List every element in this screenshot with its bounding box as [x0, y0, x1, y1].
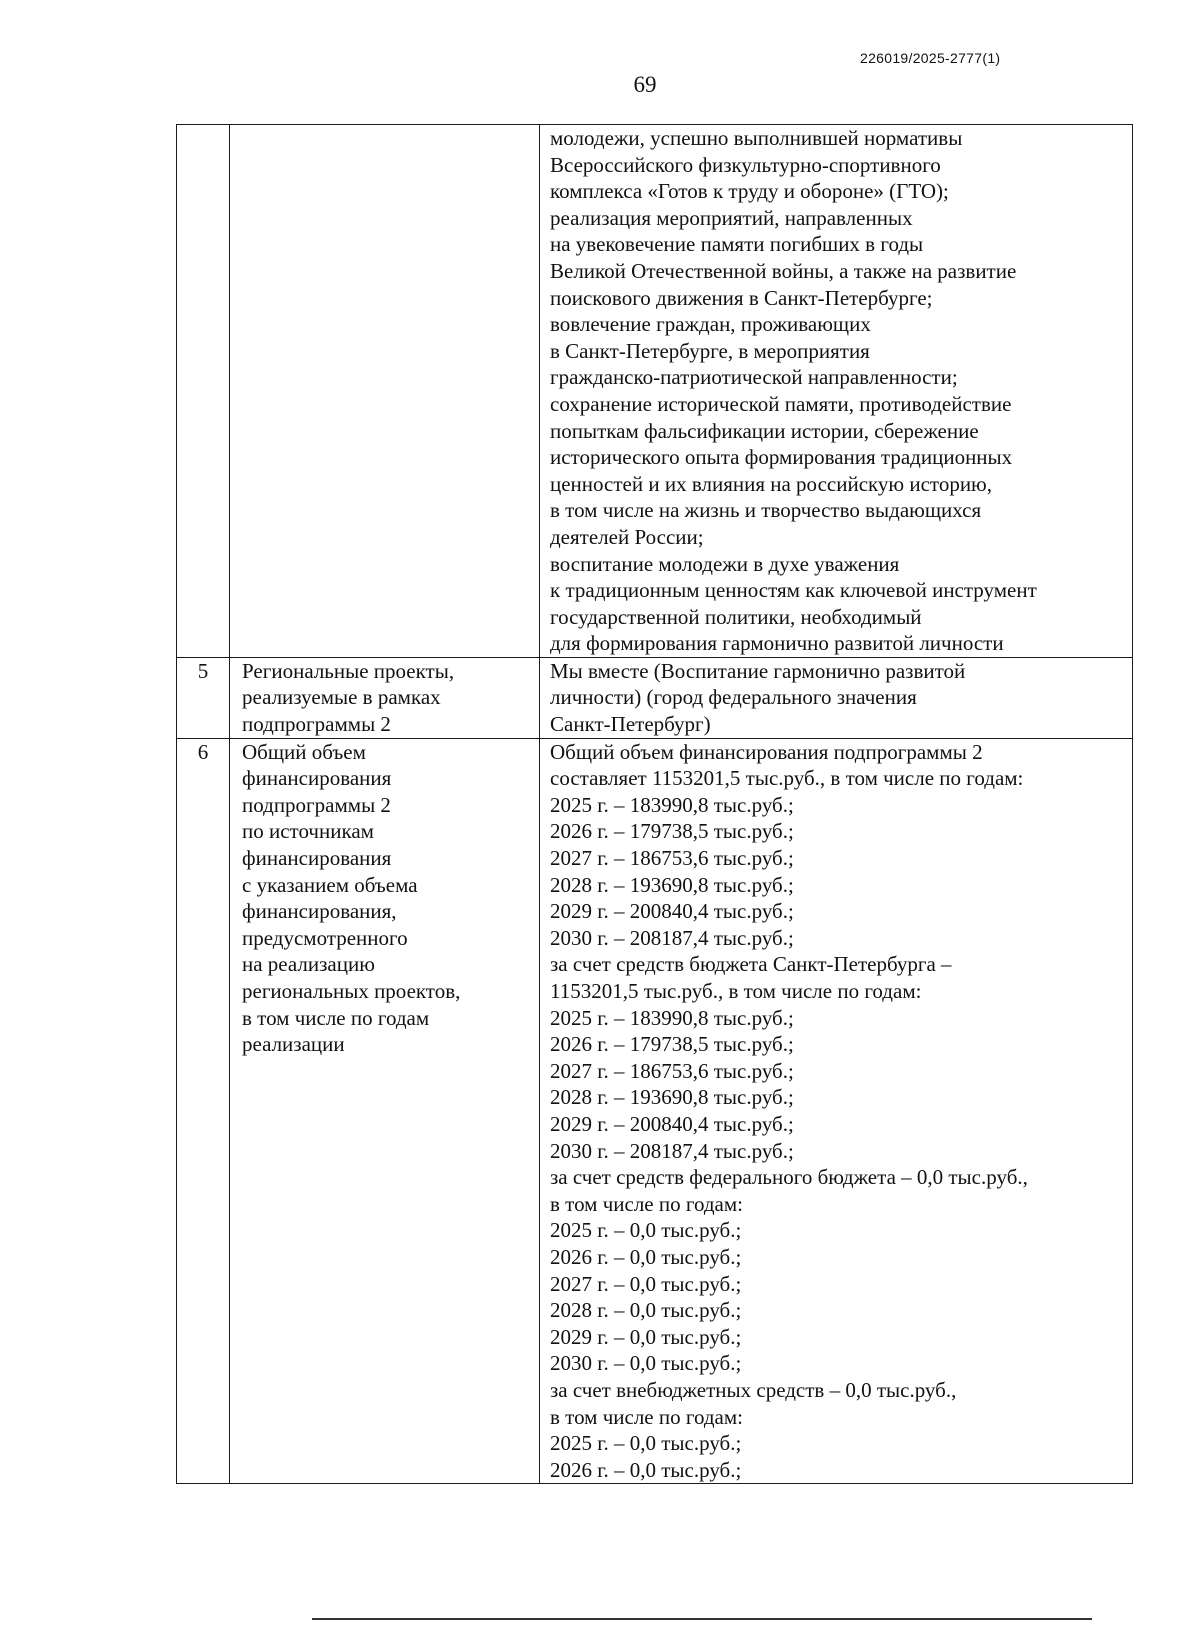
name-line: с указанием объема [242, 872, 418, 897]
description-line: 2028 г. – 193690,8 тыс.руб.; [550, 872, 794, 897]
description-line: 2025 г. – 183990,8 тыс.руб.; [550, 1005, 794, 1030]
description-line: государственной политики, необходимый [550, 604, 922, 629]
description-line: 2029 г. – 0,0 тыс.руб.; [550, 1324, 742, 1349]
row-number-cell [177, 125, 230, 658]
description-line: молодежи, успешно выполнившей нормативы [550, 126, 963, 150]
program-table [176, 124, 1133, 1484]
row-number-cell: 5 [177, 657, 230, 738]
description-line: для формирования гармонично развитой личности [550, 631, 1004, 656]
description-line: в том числе по годам: [550, 1191, 743, 1216]
row-number-cell: 6 [177, 738, 230, 1484]
description-line: попыткам фальсификации истории, сбережение [550, 418, 979, 443]
row-description-cell [540, 738, 1133, 1484]
description-line: вовлечение граждан, проживающих [550, 312, 871, 337]
row-description-cell [540, 125, 1133, 658]
description-line: воспитание молодежи в духе уважения [550, 551, 900, 576]
description-line: деятелей России; [550, 524, 704, 549]
table-row [177, 738, 1133, 1484]
name-line: Общий объем [242, 739, 366, 764]
description-line: 2025 г. – 0,0 тыс.руб.; [550, 1431, 742, 1456]
name-line: реализуемые в рамках [242, 685, 441, 710]
description-line: Санкт-Петербург) [550, 712, 711, 737]
name-line: региональных проектов, [242, 979, 461, 1003]
description-line: Общий объем финансирования подпрограммы 2 [550, 739, 983, 764]
row-description-cell [540, 657, 1133, 738]
description-line: 2028 г. – 0,0 тыс.руб.; [550, 1298, 742, 1323]
table-row [177, 657, 1133, 738]
description-line: 2028 г. – 193690,8 тыс.руб.; [550, 1085, 794, 1110]
description-line: реализация мероприятий, направленных [550, 205, 913, 230]
name-line: подпрограммы 2 [242, 792, 391, 817]
name-line: подпрограммы 2 [242, 712, 391, 737]
description-line: за счет средств бюджета Санкт-Петербурга – [550, 952, 952, 977]
name-line: по источникам [242, 819, 374, 844]
page-number: 69 [633, 72, 657, 97]
bottom-rule [312, 1618, 1092, 1620]
name-line: на реализацию [242, 952, 375, 977]
description-line: поискового движения в Санкт-Петербурге; [550, 285, 933, 310]
name-line: финансирования, [242, 899, 397, 924]
name-line: в том числе по годам [242, 1005, 430, 1030]
description-line: 2025 г. – 183990,8 тыс.руб.; [550, 792, 794, 817]
description-line: комплекса «Готов к труду и обороне» (ГТО); [550, 179, 949, 204]
description-line: личности) (город федерального значения [550, 685, 917, 710]
description-line: на увековечение памяти погибших в годы [550, 232, 924, 257]
description-line: 2030 г. – 208187,4 тыс.руб.; [550, 925, 794, 950]
description-line: ценностей и их влияния на российскую историю, [550, 471, 992, 496]
table-row [177, 125, 1133, 658]
name-line: финансирования [242, 846, 392, 871]
name-line: реализации [242, 1032, 345, 1057]
row-name-cell [230, 125, 540, 658]
description-line: 2026 г. – 0,0 тыс.руб.; [550, 1457, 742, 1482]
document-id: 226019/2025-2777(1) [860, 50, 1001, 66]
description-line: сохранение исторической памяти, противодействие [550, 391, 1012, 416]
description-line: исторического опыта формирования традиционных [550, 445, 1013, 470]
description-line: гражданско-патриотической направленности; [550, 365, 958, 390]
description-line: 2026 г. – 179738,5 тыс.руб.; [550, 819, 794, 844]
description-line: Всероссийского физкультурно-спортивного [550, 152, 941, 177]
row-name-cell [230, 657, 540, 738]
description-line: в том числе по годам: [550, 1404, 743, 1429]
description-line: 1153201,5 тыс.руб., в том числе по годам: [550, 979, 922, 1003]
table-body [177, 125, 1133, 1484]
name-line: Региональные проекты, [242, 658, 455, 683]
description-line: за счет средств федерального бюджета – 0,0 тыс.руб., [550, 1165, 1028, 1190]
description-line: 2030 г. – 208187,4 тыс.руб.; [550, 1138, 794, 1163]
description-line: 2027 г. – 186753,6 тыс.руб.; [550, 846, 794, 871]
description-line: 2025 г. – 0,0 тыс.руб.; [550, 1218, 742, 1243]
description-line: 2027 г. – 0,0 тыс.руб.; [550, 1271, 742, 1296]
description-line: в том числе на жизнь и творчество выдающихся [550, 498, 982, 523]
row-name-cell [230, 738, 540, 1484]
description-line: 2026 г. – 0,0 тыс.руб.; [550, 1244, 742, 1269]
name-line: предусмотренного [242, 925, 408, 950]
description-line: в Санкт-Петербурге, в мероприятия [550, 338, 870, 363]
description-line: 2030 г. – 0,0 тыс.руб.; [550, 1351, 742, 1376]
description-line: Мы вместе (Воспитание гармонично развитой [550, 658, 966, 683]
description-line: 2029 г. – 200840,4 тыс.руб.; [550, 1111, 794, 1136]
description-line: составляет 1153201,5 тыс.руб., в том числе по годам: [550, 766, 1024, 791]
description-line: 2027 г. – 186753,6 тыс.руб.; [550, 1058, 794, 1083]
description-line: Великой Отечественной войны, а также на развитие [550, 258, 1017, 283]
name-line: финансирования [242, 766, 392, 791]
description-line: за счет внебюджетных средств – 0,0 тыс.руб., [550, 1377, 957, 1402]
description-line: к традиционным ценностям как ключевой инструмент [550, 578, 1037, 603]
description-line: 2026 г. – 179738,5 тыс.руб.; [550, 1032, 794, 1057]
description-line: 2029 г. – 200840,4 тыс.руб.; [550, 899, 794, 924]
